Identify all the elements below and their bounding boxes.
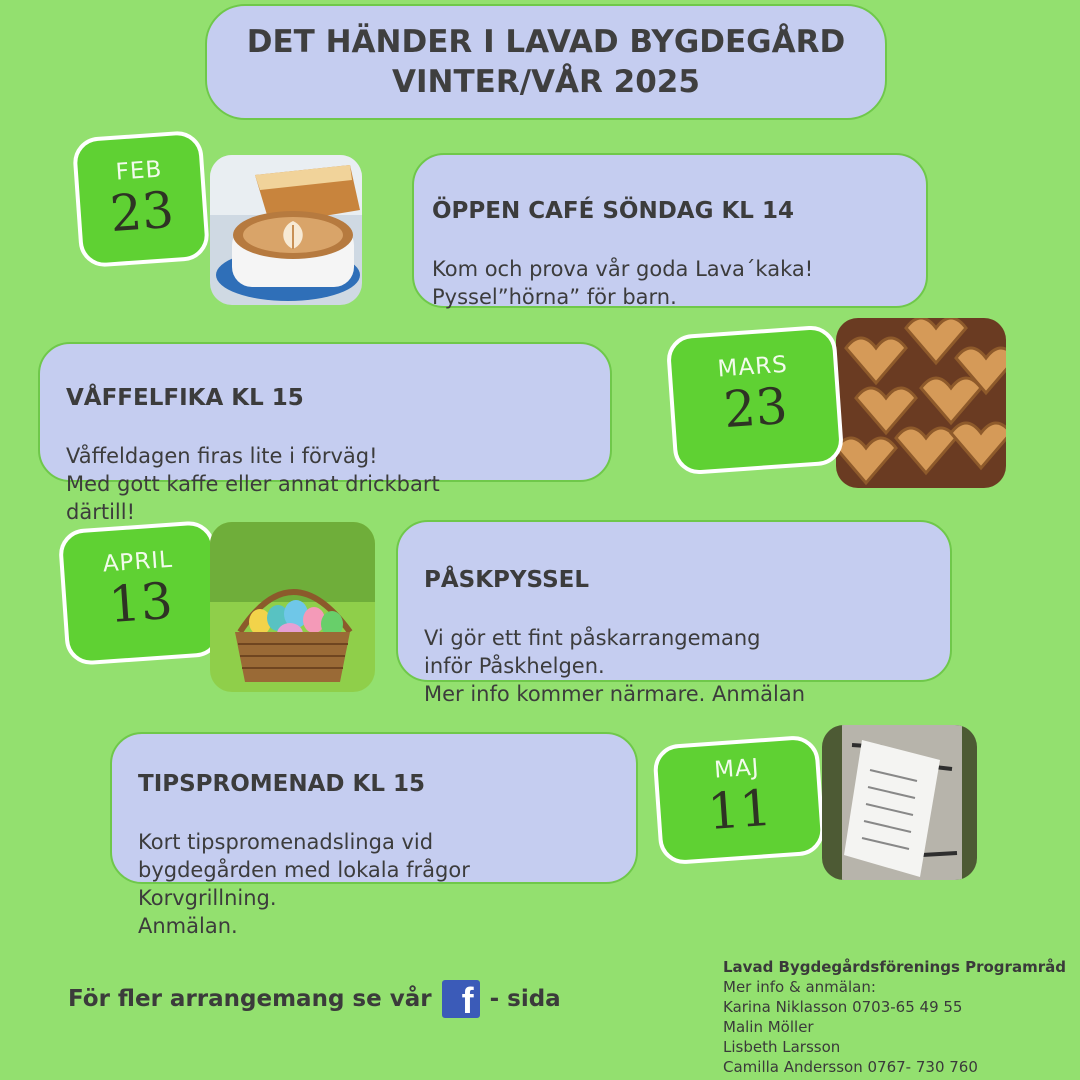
title-banner [205, 4, 887, 120]
event-card-easter [396, 520, 952, 706]
event-card-cafe [412, 153, 928, 308]
title-line-1: DET HÄNDER I LAVAD BYGDEGÅRD [246, 24, 846, 60]
contact-line: Mer info & anmälan: [723, 978, 876, 996]
event-heading: TIPSPROMENAD KL 15 [138, 771, 426, 797]
date-month: MAJ [713, 754, 761, 784]
date-badge-maj [652, 734, 826, 865]
photo-waffles [836, 318, 1006, 488]
contact-info [723, 957, 1066, 1077]
date-month: FEB [114, 156, 164, 186]
event-heading: VÅFFELFIKA KL 15 [66, 385, 304, 411]
contact-line: Lisbeth Larsson [723, 1038, 841, 1056]
footer-text-before: För fler arrangemang se vår [68, 986, 432, 1012]
event-body: Kom och prova vår goda Lava´kaka! Pyssel”hörna” för barn. [432, 257, 814, 309]
facebook-footer [68, 980, 561, 1021]
event-heading: PÅSKPYSSEL [424, 567, 590, 593]
photo-quiz-sheet-on-tree [822, 725, 977, 880]
date-month: MARS [716, 351, 789, 383]
footer-text-after: - sida [489, 986, 561, 1012]
date-day: 13 [106, 571, 175, 635]
title-line-2: VINTER/VÅR 2025 [392, 64, 700, 100]
date-badge-mars [665, 324, 844, 476]
date-day: 11 [705, 778, 774, 842]
date-month: APRIL [101, 546, 174, 578]
event-card-waffles [38, 342, 612, 524]
contact-line: Malin Möller [723, 1018, 814, 1036]
contact-org: Lavad Bygdegårdsförenings Programråd [723, 958, 1066, 976]
contact-line: Camilla Andersson 0767- 730 760 [723, 1058, 978, 1076]
date-day: 23 [721, 376, 790, 440]
event-body: Våffeldagen firas lite i förväg! Med gott kaffe eller annat drickbart därtill! [66, 444, 440, 524]
event-heading: ÖPPEN CAFÉ SÖNDAG KL 14 [432, 198, 794, 224]
facebook-icon[interactable]: f [442, 980, 480, 1018]
contact-line: Karina Niklasson 0703-65 49 55 [723, 998, 963, 1016]
date-badge-april [57, 520, 222, 667]
date-day: 23 [108, 180, 176, 244]
date-badge-feb [72, 130, 211, 269]
event-body: Kort tipspromenadslinga vid bygdegården med lokala frågor Korvgrillning. Anmälan. [138, 830, 470, 938]
photo-easter-egg-basket [210, 522, 375, 692]
event-body: Vi gör ett fint påskarrangemang inför Påskhelgen. Mer info kommer närmare. Anmälan [424, 626, 806, 706]
event-card-quiz-walk [110, 732, 638, 938]
photo-coffee-and-cake [210, 155, 362, 305]
